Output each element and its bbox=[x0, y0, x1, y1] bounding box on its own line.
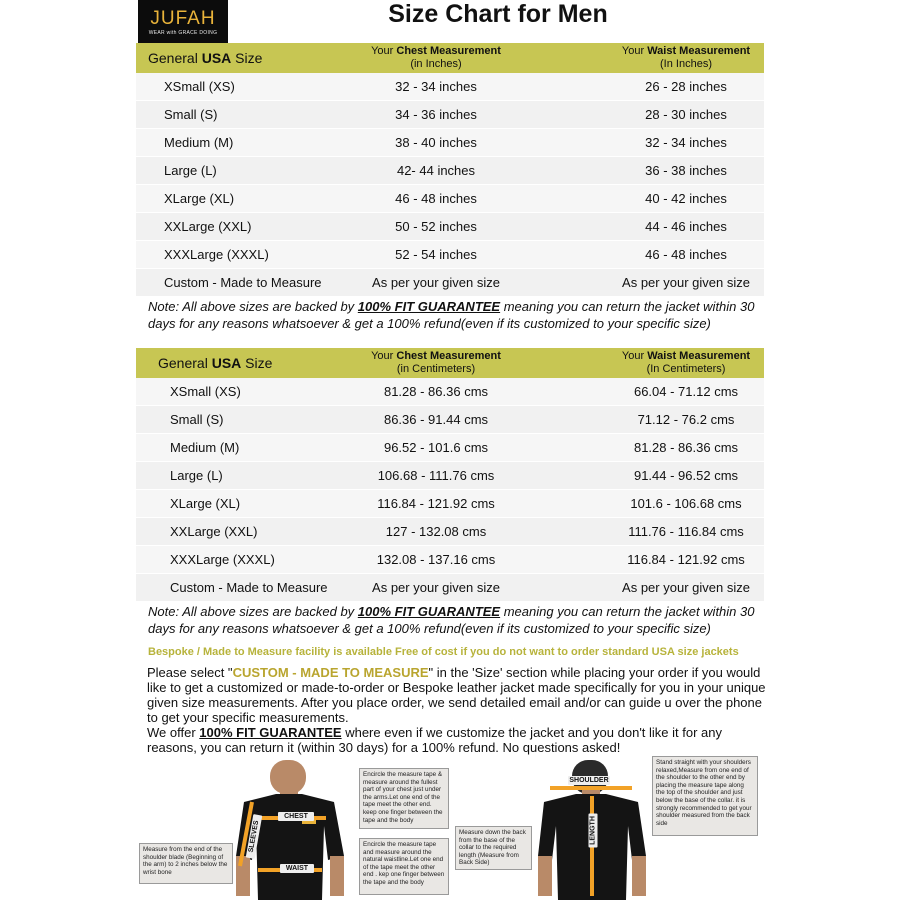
chest-cell: 50 - 52 inches bbox=[395, 219, 477, 234]
size-cell: Large (L) bbox=[164, 163, 217, 178]
table-row bbox=[136, 462, 764, 490]
table-row bbox=[136, 213, 764, 241]
size-cell: Medium (M) bbox=[164, 135, 234, 150]
table-row bbox=[136, 378, 764, 406]
waist-cell: 116.84 - 121.92 cms bbox=[627, 552, 745, 567]
header-chest: Your Chest Measurement (in Inches) bbox=[371, 45, 501, 70]
table-row bbox=[136, 101, 764, 129]
table-row bbox=[136, 157, 764, 185]
size-cell: Custom - Made to Measure bbox=[170, 580, 328, 595]
size-table-inches bbox=[136, 43, 764, 297]
waist-cell: 71.12 - 76.2 cms bbox=[637, 412, 735, 427]
size-cell: XLarge (XL) bbox=[164, 191, 235, 206]
shoulder-callout: Stand straight with your shoulders relaxed,Measure from one end of the shoulder to the other end by placing the measure tape along the top of the shoulder and just below the base of the collar. it is strongly recommended to get your shoulder measured from the back side bbox=[652, 756, 758, 836]
custom-order-instructions bbox=[147, 665, 767, 755]
head bbox=[270, 760, 306, 794]
chest-cell: 42- 44 inches bbox=[396, 163, 476, 178]
waist-cell: 44 - 46 inches bbox=[645, 219, 727, 234]
chest-callout: Encircle the measure tape & measure around the fullest part of your chest just under the arms.Let one end of the tape meet the other end. keep one finger between the tape and the body bbox=[359, 768, 449, 829]
waist-cell: 66.04 - 71.12 cms bbox=[633, 384, 739, 399]
table-row bbox=[136, 406, 764, 434]
chest-label: CHEST bbox=[278, 812, 314, 821]
length-label: LENGTH bbox=[589, 814, 598, 848]
table-row bbox=[136, 269, 764, 297]
brand-tagline: WEAR with GRACE DOING bbox=[148, 30, 218, 36]
chest-cell: 86.36 - 91.44 cms bbox=[383, 412, 489, 427]
waist-cell: 26 - 28 inches bbox=[645, 79, 727, 94]
size-cell: XXLarge (XXL) bbox=[170, 524, 258, 539]
waist-cell: 91.44 - 96.52 cms bbox=[633, 468, 739, 483]
header-chest: Your Chest Measurement (in Centimeters) bbox=[371, 350, 501, 375]
table-header bbox=[136, 348, 764, 378]
header-size: General USA Size bbox=[158, 355, 273, 371]
instructions-paragraph-2: We offer 100% FIT GUARANTEE where even if we customize the jacket and you don't like it for any reasons, you can return it (within 30 days) for a 100% refund. No questions asked! bbox=[147, 725, 722, 755]
waist-cell: 81.28 - 86.36 cms bbox=[633, 440, 739, 455]
waist-cell: 46 - 48 inches bbox=[645, 247, 727, 262]
waist-cell: As per your given size bbox=[622, 275, 750, 290]
table-body bbox=[136, 73, 764, 297]
table-row bbox=[136, 490, 764, 518]
table-row bbox=[136, 574, 764, 602]
front-measurement-figure bbox=[222, 756, 362, 900]
waist-cell: 28 - 30 inches bbox=[645, 107, 727, 122]
size-cell: Custom - Made to Measure bbox=[164, 275, 322, 290]
length-callout: Measure down the back from the base of the collar to the required length (Measure from Back Side) bbox=[455, 826, 532, 870]
size-cell: XXXLarge (XXXL) bbox=[164, 247, 269, 262]
sleeves-callout: Measure from the end of the shoulder blade (Beginning of the arm) to 2 inches below the wrist bone bbox=[139, 843, 233, 884]
chest-cell: 32 - 34 inches bbox=[395, 79, 477, 94]
table-row bbox=[136, 73, 764, 101]
chest-cell: As per your given size bbox=[372, 580, 500, 595]
table-row bbox=[136, 129, 764, 157]
sleeves-label: SLEEVES bbox=[246, 814, 263, 859]
waist-cell: As per your given size bbox=[622, 580, 750, 595]
table-row bbox=[136, 241, 764, 269]
size-table-centimeters bbox=[136, 348, 764, 602]
size-cell: XSmall (XS) bbox=[170, 384, 241, 399]
size-cell: XLarge (XL) bbox=[170, 496, 241, 511]
waist-cell: 111.76 - 116.84 cms bbox=[628, 524, 744, 539]
waist-label: WAIST bbox=[280, 864, 314, 873]
size-cell: XXLarge (XXL) bbox=[164, 219, 252, 234]
chest-cell: 34 - 36 inches bbox=[395, 107, 477, 122]
table-row bbox=[136, 434, 764, 462]
chest-cell: 81.28 - 86.36 cms bbox=[383, 384, 489, 399]
size-cell: XSmall (XS) bbox=[164, 79, 235, 94]
instructions-paragraph-1: Please select "CUSTOM - MADE TO MEASURE" in the 'Size' section while placing your order if you would like to get a customized or made-to-order or Bespoke leather jacket made specifically for you in your unique given size measurements. After you place order, we send detailed email and/or can guide u over the phone to get your specific measurements. bbox=[147, 665, 766, 725]
chest-cell: 106.68 - 111.76 cms bbox=[377, 468, 495, 483]
chest-cell: 46 - 48 inches bbox=[395, 191, 477, 206]
shoulder-label: SHOULDER bbox=[569, 777, 609, 784]
header-waist: Your Waist Measurement (In Centimeters) bbox=[621, 350, 751, 375]
size-cell: Large (L) bbox=[170, 468, 223, 483]
chest-cell: 38 - 40 inches bbox=[395, 135, 477, 150]
chest-cell: As per your given size bbox=[372, 275, 500, 290]
size-cell: Medium (M) bbox=[170, 440, 240, 455]
chest-cell: 116.84 - 121.92 cms bbox=[377, 496, 495, 511]
size-cell: Small (S) bbox=[170, 412, 224, 427]
size-cell: XXXLarge (XXXL) bbox=[170, 552, 275, 567]
brand-name: JUFAH bbox=[150, 8, 216, 29]
waist-callout: Encircle the measure tape and measure around the natural waistline.Let one end of the tape meet the other end . kep one finger between the tape and the body bbox=[359, 838, 449, 895]
page-title: Size Chart for Men bbox=[388, 0, 608, 28]
brand-logo bbox=[138, 0, 228, 44]
fit-guarantee-note: Note: All above sizes are backed by 100% FIT GUARANTEE meaning you can return the jacket within 30 days for any reasons whatsoever & get a 100% refund(even if its customized to your specific size) bbox=[148, 299, 755, 331]
header-waist: Your Waist Measurement (In Inches) bbox=[621, 45, 751, 70]
table-row bbox=[136, 518, 764, 546]
waist-cell: 101.6 - 106.68 cms bbox=[630, 496, 742, 511]
chest-cell: 127 - 132.08 cms bbox=[385, 524, 487, 539]
table-body bbox=[136, 378, 764, 602]
waist-cell: 32 - 34 inches bbox=[645, 135, 727, 150]
chest-cell: 132.08 - 137.16 cms bbox=[376, 552, 496, 567]
chest-cell: 96.52 - 101.6 cms bbox=[383, 440, 489, 455]
bespoke-banner: Bespoke / Made to Measure facility is available Free of cost if you do not want to order standard USA size jackets bbox=[148, 646, 739, 658]
size-cell: Small (S) bbox=[164, 107, 218, 122]
table-row bbox=[136, 185, 764, 213]
table-header bbox=[136, 43, 764, 73]
fit-guarantee-note: Note: All above sizes are backed by 100% FIT GUARANTEE meaning you can return the jacket within 30 days for any reasons whatsoever & get a 100% refund(even if its customized to your specific size) bbox=[148, 604, 755, 636]
chest-cell: 52 - 54 inches bbox=[395, 247, 477, 262]
header-size: General USA Size bbox=[148, 50, 263, 66]
waist-cell: 36 - 38 inches bbox=[645, 163, 727, 178]
table-row bbox=[136, 546, 764, 574]
waist-cell: 40 - 42 inches bbox=[645, 191, 727, 206]
